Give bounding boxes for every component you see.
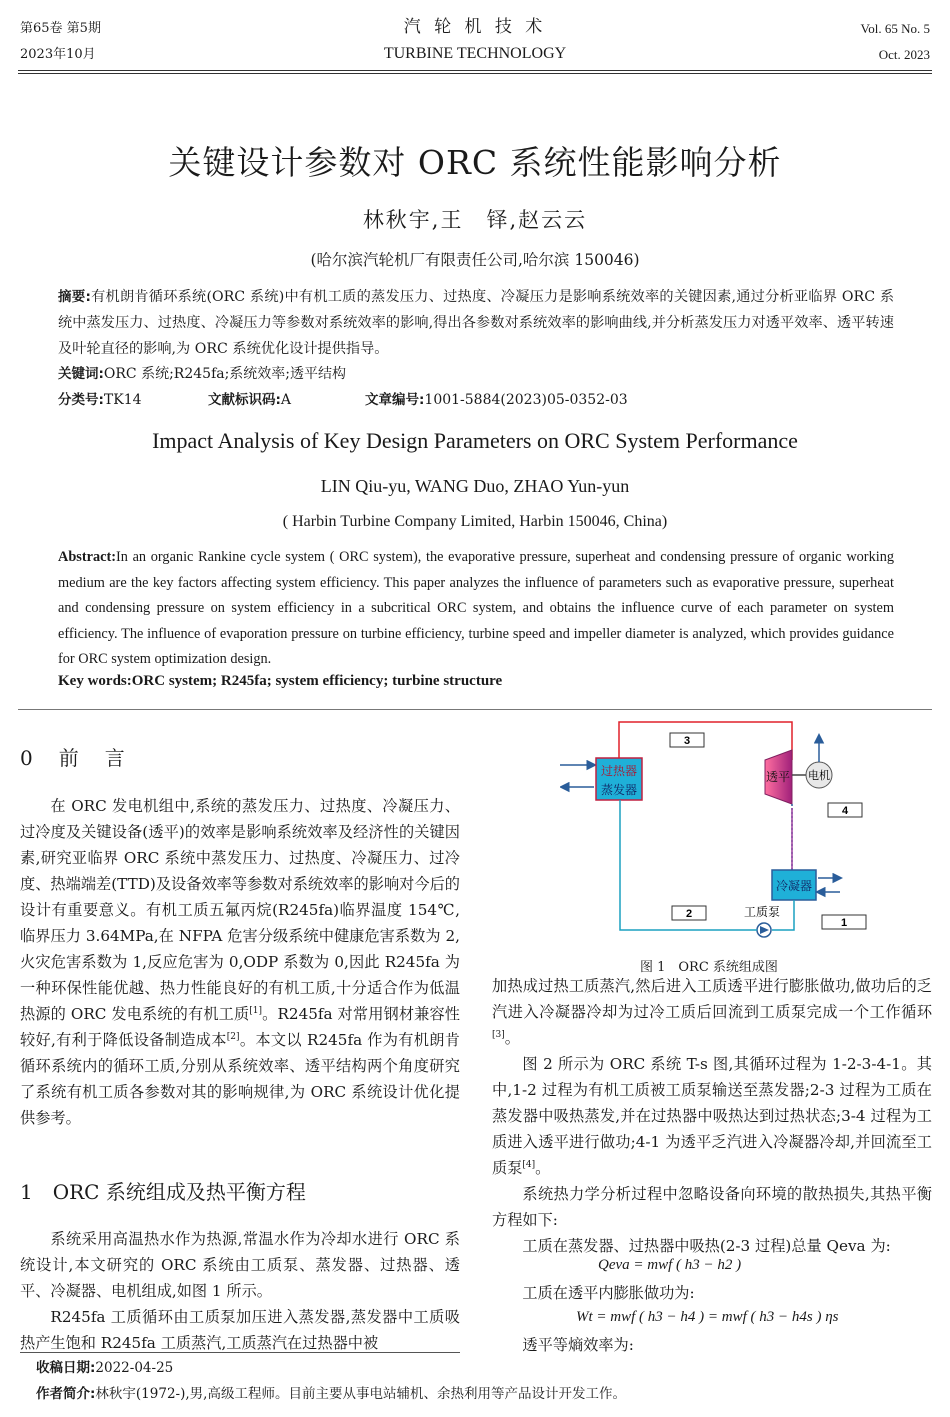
english-abstract-label: Abstract: — [58, 549, 116, 565]
section-1-body — [20, 1226, 460, 1356]
equation-2: Wt = mwf ( h3 − h4 ) = mwf ( h3 − h4s ) ηs — [576, 1309, 839, 1325]
right-paragraph-1 — [492, 973, 932, 1051]
keywords-cn — [58, 363, 346, 385]
abstract-cn-label: 摘要: — [58, 289, 91, 305]
right-paragraph-5: 工质在透平内膨胀做功为: — [522, 1284, 695, 1302]
right-paragraph-2 — [492, 1051, 932, 1181]
s0-text-c: 。本文以 R245fa 作为有机朗肯循环系统内的循环工质,分别从系统效率、透平结构两个角度研究了系统有机工质各参数对其的影响规律,为 ORC 系统设计优化提供参考。 — [20, 1031, 460, 1127]
equation-1: Qeva = mwf ( h3 − h2 ) — [598, 1257, 742, 1273]
s0-text-a: 在 ORC 发电机组中,系统的蒸发压力、过热度、冷凝压力、过冷度及关键设备(透平)的效率是影响系统效率及经济性的关键因素,研究亚临界 ORC 系统中蒸发压力、过热度、冷凝压力、过冷度、热端端差(TTD)及设备效率等参数对系统效率的影响对今后的设计有重要意义。有机工质五氟丙烷(R245fa)临界温度 154℃,临界压力 3.64MPa,在 NFPA 危害分级系统中健康危害系数为 2,火灾危害系数为 1,反应危害为 0,ODP 系数为 0,因此 R245fa 为一种环保性能优越、热力性能良好的有机工质,十分适合作为低温热源的 ORC 发电系统的有机工质 — [20, 797, 460, 1023]
s0-text-b: 。R245fa 对常用钢材兼容性较好,有利于降低设备制造成本 — [20, 1005, 460, 1049]
header-rule — [18, 70, 932, 71]
authors: 林秋宇,王 铎,赵云云 — [362, 208, 588, 232]
state-4-label: 4 — [841, 805, 849, 817]
date-en: Oct. 2023 — [878, 47, 930, 62]
footnote-rule — [20, 1352, 460, 1353]
english-keywords — [58, 673, 894, 690]
journal-name-cn: 汽 轮 机 技 术 — [403, 17, 547, 37]
generator-label: 电机 — [808, 769, 830, 782]
keywords-cn-label: 关键词: — [58, 366, 104, 382]
header-rule-2 — [18, 73, 932, 74]
volume-issue: 第65卷 第5期 — [20, 21, 101, 36]
received-value: 2022-04-25 — [95, 1360, 174, 1376]
classification-value: TK14 — [103, 392, 142, 408]
english-affiliation: ( Harbin Turbine Company Limited, Harbin 150046, China) — [282, 513, 668, 530]
right-column-body — [492, 973, 932, 1259]
keywords-cn-text: ORC 系统;R245fa;系统效率;透平结构 — [103, 366, 347, 382]
received-date — [36, 1356, 173, 1376]
state-2-label: 2 — [685, 908, 693, 920]
citation-2: [2] — [226, 1031, 240, 1042]
article-number-label: 文章编号: — [365, 392, 425, 408]
author-bio-label: 作者简介: — [36, 1386, 96, 1402]
citation-3: [3] — [492, 1029, 505, 1040]
article-number-value: 1001-5884(2023)05-0352-03 — [424, 392, 628, 408]
abstract-cn-text: 有机朗肯循环系统(ORC 系统)中有机工质的蒸发压力、过热度、冷凝压力是影响系统效率的关键因素,通过分析亚临界 ORC 系统中蒸发压力、过热度、冷凝压力等参数对系统效率的影响,得出各参数对系统效率的影响曲线,并分析蒸发压力对透平效率、透平转速及叶轮直径的影响,为 ORC 系统优化设计提供指导。 — [58, 289, 895, 357]
section-0-paragraph — [20, 793, 460, 1131]
volume-en: Vol. 65 No. 5 — [860, 21, 930, 36]
section-1-title: 1 ORC 系统组成及热平衡方程 — [20, 1180, 306, 1204]
figure-1-caption: 图 1 ORC 系统组成图 — [640, 960, 778, 975]
classification-label: 分类号: — [58, 392, 104, 408]
citation-1: [1] — [249, 1005, 263, 1016]
document-code-value: A — [280, 392, 292, 408]
hot-vapor-line — [619, 722, 792, 760]
state-3-label: 3 — [683, 735, 691, 747]
right-column-body-2 — [492, 1280, 932, 1306]
state-1-label: 1 — [840, 917, 848, 929]
right-paragraph-3: 系统热力学分析过程中忽略设备向环境的散热损失,其热平衡方程如下: — [492, 1185, 932, 1229]
right-text-1a: 加热成过热工质蒸汽,然后进入工质透平进行膨胀做功,做功后的乏汽进入冷凝器冷却为过冷工质后回流到工质泵完成一个工作循环 — [492, 977, 932, 1021]
english-abstract-text: In an organic Rankine cycle system ( ORC system), the evaporative pressure, superheat and condensing pressure of organic working medium are the key factors affecting system efficiency. This paper analyzes the influence of parameters such as evaporative pressure, superheat and condensing pressure on system efficiency in a subcritical ORC system, and obtains the influence curve of each parameter on system efficiency. The influence of evaporation pressure on turbine efficiency, turbine speed and impeller diameter is analyzed, which provides guidance for ORC system optimization design. — [58, 549, 894, 668]
paper-title: 关键设计参数对 ORC 系统性能影响分析 — [168, 143, 782, 182]
english-title: Impact Analysis of Key Design Parameters on ORC System Performance — [152, 428, 798, 453]
pump-label: 工质泵 — [743, 905, 781, 919]
author-bio-text: 林秋宇(1972-),男,高级工程师。目前主要从事电站辅机、余热利用等产品设计开发工作。 — [95, 1386, 626, 1402]
evaporator-label: 蒸发器 — [600, 783, 638, 797]
turbine-label: 透平 — [765, 770, 791, 784]
english-abstract — [58, 545, 894, 673]
author-bio — [36, 1382, 626, 1402]
right-text-1b: 。 — [504, 1029, 520, 1047]
section-0-title: 0 前 言 — [20, 746, 128, 770]
orc-system-diagram — [560, 712, 890, 952]
issue-date: 2023年10月 — [20, 47, 96, 62]
received-label: 收稿日期: — [36, 1360, 96, 1376]
right-column-body-3 — [492, 1332, 932, 1358]
condenser-label: 冷凝器 — [775, 879, 813, 893]
classification — [58, 389, 142, 411]
affiliation: (哈尔滨汽轮机厂有限责任公司,哈尔滨 150046) — [310, 251, 640, 269]
right-text-2a: 图 2 所示为 ORC 系统 T-s 图,其循环过程为 1-2-3-4-1。其中,1-2 过程为有机工质被工质泵输送至蒸发器;2-3 过程为工质在蒸发器中吸热蒸发,并在过热器中吸热达到过热状态;3-4 过程为工质进入透平进行做功;4-1 为透平乏汽进入冷凝器冷却,并回流至工质泵 — [492, 1055, 932, 1177]
english-authors: LIN Qiu-yu, WANG Duo, ZHAO Yun-yun — [320, 476, 630, 496]
english-keywords-label: Key words: — [58, 673, 132, 689]
right-paragraph-6: 透平等熵效率为: — [522, 1336, 634, 1354]
right-paragraph-4: 工质在蒸发器、过热器中吸热(2-3 过程)总量 Qeva 为: — [522, 1237, 891, 1255]
citation-4: [4] — [522, 1159, 536, 1170]
document-code — [208, 389, 291, 411]
journal-name-en: TURBINE TECHNOLOGY — [383, 45, 567, 62]
section-1-paragraph-1: 系统采用高温热水作为热源,常温水作为冷却水进行 ORC 系统设计,本文研究的 ORC 系统由工质泵、蒸发器、过热器、透平、冷凝器、电机组成,如图 1 所示。 — [20, 1230, 460, 1300]
abstract-rule — [18, 709, 932, 710]
document-code-label: 文献标识码: — [208, 392, 281, 408]
abstract-cn — [58, 284, 894, 362]
english-keywords-text: ORC system; R245fa; system efficiency; turbine structure — [131, 673, 503, 689]
section-1-paragraph-2: R245fa 工质循环由工质泵加压进入蒸发器,蒸发器中工质吸热产生饱和 R245fa 工质蒸汽,工质蒸汽在过热器中被 — [20, 1308, 460, 1352]
section-0-body — [20, 793, 460, 1131]
superheater-label: 过热器 — [600, 764, 638, 778]
right-text-2b: 。 — [535, 1159, 551, 1177]
article-number — [365, 389, 628, 411]
